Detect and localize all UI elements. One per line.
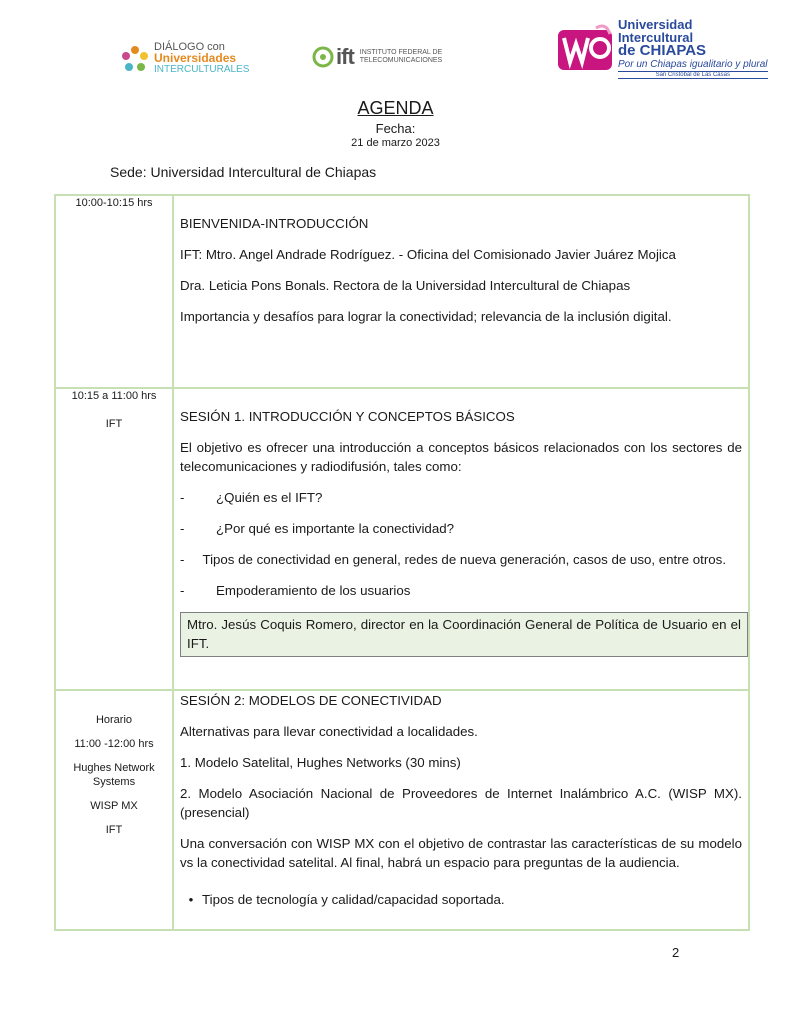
session-heading: BIENVENIDA-INTRODUCCIÓN	[180, 216, 369, 231]
ift-logo-icon	[312, 46, 334, 68]
dash-marker: -	[180, 490, 185, 505]
dialogo-line2: Universidades	[154, 51, 237, 65]
time-cell	[55, 388, 173, 690]
content-cell	[173, 195, 749, 388]
agenda-row-sesion-1	[55, 388, 749, 690]
session-topic: Importancia y desafíos para lograr la conectividad; relevancia de la inclusión digital.	[180, 309, 672, 324]
time-org: Hughes Network Systems	[73, 762, 155, 788]
time-org: IFT	[105, 418, 123, 430]
unich-logo	[556, 18, 768, 79]
unich-line1: Universidad	[618, 17, 693, 32]
unich-logo-icon	[556, 24, 614, 74]
ift-logo	[312, 44, 442, 70]
dialogo-logo	[120, 42, 249, 75]
list-item	[180, 519, 742, 538]
page-number: 2	[672, 945, 680, 960]
dash-marker: -	[180, 552, 185, 567]
list-item-text: Tipos de tecnología y calidad/capacidad soportada.	[202, 892, 505, 907]
time-label: 10:00-10:15 hrs	[75, 197, 153, 209]
model-wisp: 2. Modelo Asociación Nacional de Proveedores de Internet Inalámbrico A.C. (WISP MX). (presencial)	[180, 786, 742, 820]
agenda-row-sesion-2	[55, 690, 749, 930]
bullet-marker: •	[188, 892, 194, 907]
ift-line1: INSTITUTO FEDERAL DE	[359, 49, 443, 56]
list-item-text: Empoderamiento de los usuarios	[216, 583, 411, 598]
model-satelital: 1. Modelo Satelital, Hughes Networks (30 mins)	[180, 755, 461, 770]
time-cell	[55, 195, 173, 388]
list-item	[180, 581, 742, 600]
fecha-label: Fecha:	[375, 121, 416, 136]
dialogo-logo-icon	[120, 44, 150, 74]
ift-mark: ift	[336, 44, 354, 69]
dash-marker: -	[180, 521, 185, 536]
session-heading: SESIÓN 2: MODELOS DE CONECTIVIDAD	[180, 693, 442, 708]
speaker-ift: IFT: Mtro. Angel Andrade Rodríguez. - Oficina del Comisionado Javier Juárez Mojica	[180, 247, 676, 262]
list-item	[180, 488, 742, 507]
dash-marker: -	[180, 583, 185, 598]
list-item-text: Tipos de conectividad en general, redes de nueva generación, casos de uso, entre otros.	[202, 552, 727, 567]
agenda-row-bienvenida	[55, 195, 749, 388]
unich-line3: de CHIAPAS	[618, 42, 707, 59]
sede-line: Sede: Universidad Intercultural de Chiapas	[110, 164, 377, 180]
time-label: 11:00 -12:00 hrs	[74, 738, 154, 750]
speaker-rectora: Dra. Leticia Pons Bonals. Rectora de la Universidad Intercultural de Chiapas	[180, 278, 631, 293]
header-logos	[0, 14, 791, 84]
speaker-coquis: Mtro. Jesús Coquis Romero, director en la Coordinación General de Política de Usuario en el IFT.	[187, 617, 741, 651]
unich-line2: Intercultural	[618, 30, 694, 45]
session-heading: SESIÓN 1. INTRODUCCIÓN Y CONCEPTOS BÁSICOS	[180, 409, 515, 424]
content-cell	[173, 690, 749, 930]
dialogo-line3: INTERCULTURALES	[154, 64, 250, 75]
time-org: IFT	[105, 824, 123, 836]
unich-place: San Cristóbal de Las Casas	[618, 71, 768, 79]
list-item	[180, 550, 742, 569]
agenda-title: AGENDA	[357, 98, 434, 118]
unich-tagline: Por un Chiapas igualitario y plural	[618, 59, 768, 70]
list-item-text: ¿Quién es el IFT?	[216, 490, 323, 505]
time-org: WISP MX	[90, 800, 138, 812]
list-item-text: ¿Por qué es importante la conectividad?	[216, 521, 455, 536]
time-cell	[55, 690, 173, 930]
time-label: 10:15 a 11:00 hrs	[71, 390, 157, 402]
dialogo-line1: DIÁLOGO con	[154, 41, 225, 53]
content-cell	[173, 388, 749, 690]
list-item	[180, 890, 742, 909]
session-intro: Alternativas para llevar conectividad a localidades.	[180, 724, 478, 739]
ift-line2: TELECOMUNICACIONES	[359, 57, 443, 64]
time-heading: Horario	[95, 714, 133, 726]
conversation-text: Una conversación con WISP MX con el objetivo de contrastar las características de su modelo vs la conectividad satelital. Al final, habrá un espacio para preguntas de la audiencia.	[180, 836, 742, 870]
speaker-box	[180, 612, 748, 657]
agenda-table	[54, 194, 750, 931]
fecha-value: 21 de marzo 2023	[351, 137, 440, 149]
session-intro: El objetivo es ofrecer una introducción a conceptos básicos relacionados con los sectores de telecomunicaciones y radiodifusión, tales como:	[180, 440, 742, 474]
